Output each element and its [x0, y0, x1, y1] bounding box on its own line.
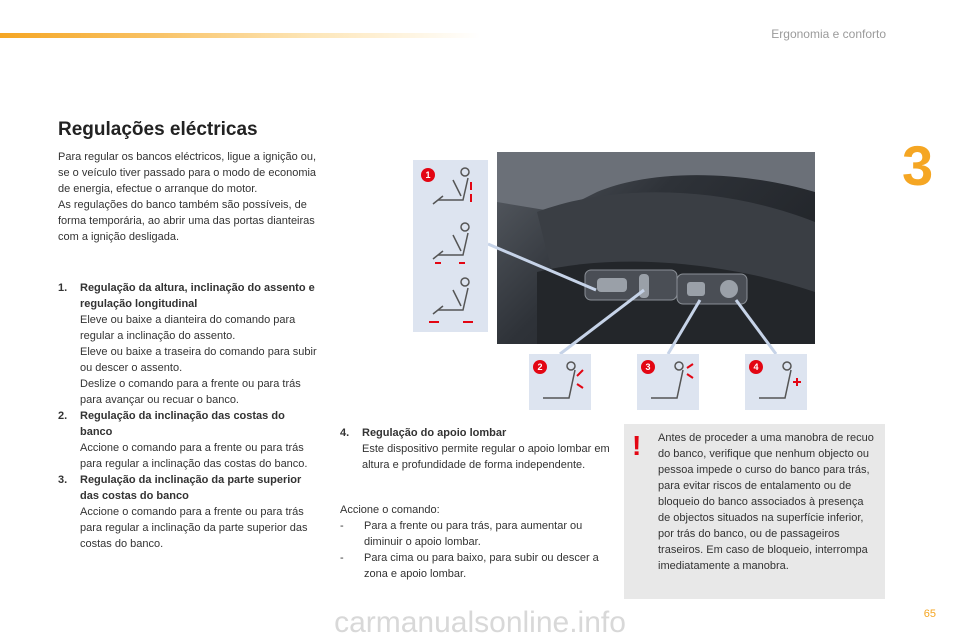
- watermark-logo: [0, 600, 960, 640]
- seat-diagram-panel: [413, 160, 488, 332]
- callout-badge: 1: [421, 168, 435, 182]
- chapter-number: 3: [902, 134, 934, 197]
- callout-line-2: [560, 290, 644, 354]
- item-heading: Regulação da inclinação das costas do banco: [80, 410, 285, 438]
- callout-line-1: [488, 244, 596, 290]
- bullet-text: Para cima ou para baixo, para subir ou descer a zona e apoio lombar.: [364, 552, 599, 580]
- watermark-text: carmanualsonline.info: [334, 606, 626, 639]
- item-body: Eleve ou baixe a dianteira do comando para regular a inclinação do assento.: [80, 314, 296, 342]
- lumbar-diagram-panel: [745, 354, 807, 410]
- bullet-text: Para a frente ou para trás, para aumentar ou diminuir o apoio lombar.: [364, 520, 583, 548]
- item-body: Accione o comando para a frente ou para trás para regular a inclinação da parte superior das costas do banco.: [80, 506, 308, 550]
- item-heading: Regulação do apoio lombar: [362, 427, 507, 439]
- item-heading: Regulação da inclinação da parte superior das costas do banco: [80, 474, 302, 502]
- callout-badge: 4: [749, 360, 763, 374]
- item-body: Accione o comando para a frente ou para trás para regular a inclinação das costas do banco.: [80, 442, 308, 470]
- section-title: Ergonomia e conforto: [771, 27, 886, 41]
- seat-slide-icon: [429, 278, 473, 322]
- callout-badge: 3: [641, 360, 655, 374]
- item-number: 2.: [58, 410, 68, 422]
- item-body: Deslize o comando para a frente ou para trás para avançar ou recuar o banco.: [80, 378, 301, 406]
- item-body: Eleve ou baixe a traseira do comando para subir ou descer o assento.: [80, 346, 317, 374]
- page-number: 65: [923, 608, 936, 620]
- seat-adjust-icons: [413, 160, 488, 332]
- item-number: 4.: [340, 427, 350, 439]
- callout-line-4: [736, 300, 776, 354]
- bullet-dash: -: [340, 520, 344, 532]
- intro-paragraph: As regulações do banco também são possíveis, de forma temporária, ao abrir uma das portas dianteiras com a ignição desligada.: [58, 199, 315, 243]
- seat-height-icon: [433, 168, 471, 204]
- seat-tilt-icon: [433, 223, 469, 263]
- warning-icon: !: [632, 430, 642, 461]
- backrest-diagram-panel: [529, 354, 591, 410]
- instructions-lead: Accione o comando:: [340, 504, 440, 516]
- item-number: 1.: [58, 282, 68, 294]
- bullet-dash: -: [340, 552, 344, 564]
- item-body: Este dispositivo permite regular o apoio lombar em altura e profundidade de forma independente.: [362, 443, 610, 471]
- callout-line-3: [668, 300, 700, 354]
- item-heading: Regulação da altura, inclinação do assento e regulação longitudinal: [80, 282, 315, 310]
- intro-paragraph: Para regular os bancos eléctricos, ligue a ignição ou, se o veículo tiver passado para o modo de economia de energia, efectue o arranque do motor.: [58, 151, 317, 195]
- page-title: Regulações eléctricas: [58, 119, 258, 140]
- warning-text: Antes de proceder a uma manobra de recuo do banco, verifique que nenhum objecto ou pessoa impede o curso do banco para trás, para evitar riscos de entalamento ou de bloqueio do banco associados à presença de objectos situados na superfície inferior, por trás do banco, ou de passageiros traseiros. Em caso de bloqueio, interrompa imediatamente a manobra.: [658, 432, 874, 572]
- item-number: 3.: [58, 474, 68, 486]
- upper-back-diagram-panel: [637, 354, 699, 410]
- callout-badge: 2: [533, 360, 547, 374]
